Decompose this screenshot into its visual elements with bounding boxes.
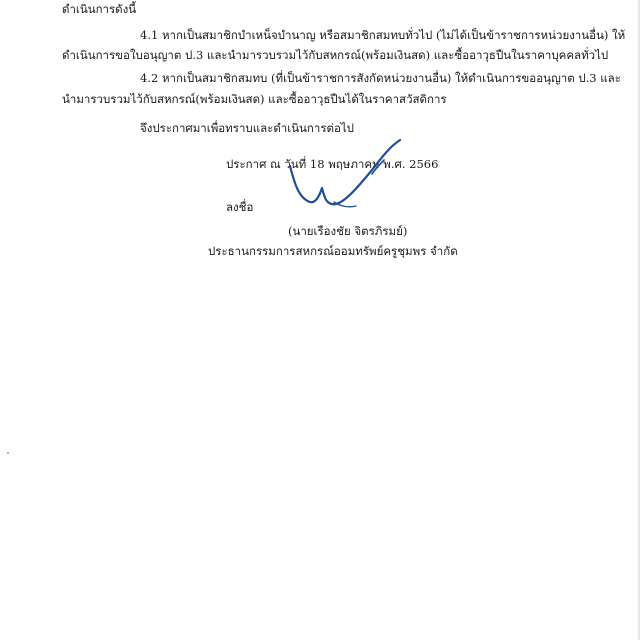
item-1-line-1: 4.1 หากเป็นสมาชิกบำเหน็จบำนาญ หรือสมาชิกสมทบทั่วไป (ไม่ได้เป็นข้าราชการหน่วยงานอื่น) ให้: [140, 28, 626, 42]
announce-date: ประกาศ ณ วันที่ 18 พฤษภาคม พ.ศ. 2566: [226, 157, 439, 171]
item-1-line-2: ดำเนินการขอใบอนุญาต ป.3 และนำมารวบรวมไว้กับสหกรณ์(พร้อมเงินสด) และซื้ออาวุธปืนในราคาบุคคลทั่วไป: [62, 48, 609, 62]
intro-tail-text: ดำเนินการดังนี้: [62, 2, 137, 16]
signer-position: ประธานกรรมการสหกรณ์ออมทรัพย์ครูชุมพร จำกัด: [208, 244, 458, 258]
item-2-line-2: นำมารวบรวมไว้กับสหกรณ์(พร้อมเงินสด) และซื้ออาวุธปืนได้ในราคาสวัสดิการ: [62, 92, 447, 106]
signature-icon: [276, 136, 416, 226]
closing-text: จึงประกาศมาเพื่อทราบและดำเนินการต่อไป: [140, 121, 354, 135]
item-2-line-1: 4.2 หากเป็นสมาชิกสมทบ (ที่เป็นข้าราชการสังกัดหน่วยงานอื่น) ให้ดำเนินการขออนุญาต ป.3 และ: [140, 71, 621, 85]
scan-speck: [7, 452, 9, 454]
signer-name: (นายเรืองชัย จิตรภิรมย์): [288, 224, 408, 238]
sign-label: ลงชื่อ: [226, 200, 254, 214]
